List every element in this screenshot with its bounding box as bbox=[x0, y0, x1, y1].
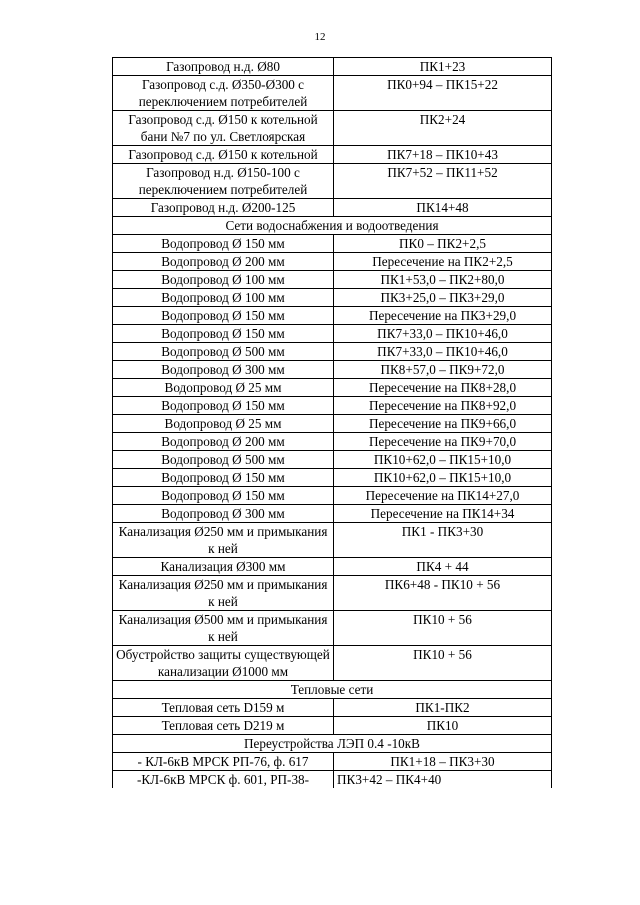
object-name-cell: Газопровод с.д. Ø150 к котельной bbox=[113, 146, 334, 164]
object-name-cell: Водопровод Ø 150 мм bbox=[113, 487, 334, 505]
section-title: Переустройства ЛЭП 0.4 -10кВ bbox=[113, 735, 552, 753]
table-row bbox=[113, 307, 552, 325]
object-name-cell: Газопровод н.д. Ø80 bbox=[113, 58, 334, 76]
page-number: 12 bbox=[314, 31, 326, 43]
objects-table-body bbox=[113, 58, 552, 789]
picket-location-cell: ПК6+48 - ПК10 + 56 bbox=[334, 576, 552, 611]
object-name-cell: Водопровод Ø 500 мм bbox=[113, 343, 334, 361]
object-name-cell: Водопровод Ø 500 мм bbox=[113, 451, 334, 469]
table-row bbox=[113, 717, 552, 735]
table-row bbox=[113, 397, 552, 415]
object-name-cell: Газопровод н.д. Ø200-125 bbox=[113, 199, 334, 217]
table-row bbox=[113, 343, 552, 361]
table-row bbox=[113, 58, 552, 76]
table-row bbox=[113, 523, 552, 558]
picket-location-cell: Пересечение на ПК3+29,0 bbox=[334, 307, 552, 325]
object-name-cell: Газопровод с.д. Ø350-Ø300 с переключением потребителей bbox=[113, 76, 334, 111]
table-row bbox=[113, 505, 552, 523]
section-title: Сети водоснабжения и водоотведения bbox=[113, 217, 552, 235]
table-row bbox=[113, 415, 552, 433]
picket-location-cell: ПК2+24 bbox=[334, 111, 552, 146]
table-row bbox=[113, 235, 552, 253]
picket-location-cell: ПК4 + 44 bbox=[334, 558, 552, 576]
table-row bbox=[113, 199, 552, 217]
picket-location-cell: ПК10+62,0 – ПК15+10,0 bbox=[334, 451, 552, 469]
picket-location-cell: ПК7+33,0 – ПК10+46,0 bbox=[334, 343, 552, 361]
object-name-cell: -КЛ-6кВ МРСК ф. 601, РП-38- bbox=[113, 771, 334, 789]
object-name-cell: Водопровод Ø 100 мм bbox=[113, 289, 334, 307]
object-name-cell: Канализация Ø250 мм и примыкания к ней bbox=[113, 576, 334, 611]
table-row bbox=[113, 76, 552, 111]
object-name-cell: Водопровод Ø 300 мм bbox=[113, 361, 334, 379]
picket-location-cell: ПК1 - ПК3+30 bbox=[334, 523, 552, 558]
object-name-cell: Газопровод н.д. Ø150-100 с переключением потребителей bbox=[113, 164, 334, 199]
picket-location-cell: ПК14+48 bbox=[334, 199, 552, 217]
picket-location-cell: Пересечение на ПК14+27,0 bbox=[334, 487, 552, 505]
picket-location-cell: ПК7+33,0 – ПК10+46,0 bbox=[334, 325, 552, 343]
table-row bbox=[113, 487, 552, 505]
table-row bbox=[113, 771, 552, 789]
picket-location-cell: ПК10 + 56 bbox=[334, 646, 552, 681]
table-row bbox=[113, 646, 552, 681]
table-row bbox=[113, 433, 552, 451]
picket-location-cell: Пересечение на ПК9+70,0 bbox=[334, 433, 552, 451]
picket-location-cell: ПК3+42 – ПК4+40 bbox=[334, 771, 552, 789]
object-name-cell: Водопровод Ø 150 мм bbox=[113, 235, 334, 253]
object-name-cell: Канализация Ø250 мм и примыкания к ней bbox=[113, 523, 334, 558]
table-row bbox=[113, 451, 552, 469]
object-name-cell: Водопровод Ø 150 мм bbox=[113, 469, 334, 487]
picket-location-cell: ПК3+25,0 – ПК3+29,0 bbox=[334, 289, 552, 307]
section-title: Тепловые сети bbox=[113, 681, 552, 699]
table-row bbox=[113, 379, 552, 397]
picket-location-cell: ПК10 + 56 bbox=[334, 611, 552, 646]
object-name-cell: Водопровод Ø 150 мм bbox=[113, 325, 334, 343]
objects-table bbox=[112, 57, 552, 788]
picket-location-cell: Пересечение на ПК2+2,5 bbox=[334, 253, 552, 271]
object-name-cell: Водопровод Ø 25 мм bbox=[113, 379, 334, 397]
object-name-cell: Тепловая сеть D159 м bbox=[113, 699, 334, 717]
object-name-cell: Водопровод Ø 150 мм bbox=[113, 307, 334, 325]
table-row bbox=[113, 271, 552, 289]
picket-location-cell: Пересечение на ПК9+66,0 bbox=[334, 415, 552, 433]
picket-location-cell: ПК7+52 – ПК11+52 bbox=[334, 164, 552, 199]
table-row bbox=[113, 699, 552, 717]
table-row bbox=[113, 611, 552, 646]
picket-location-cell: ПК10 bbox=[334, 717, 552, 735]
object-name-cell: - КЛ-6кВ МРСК РП-76, ф. 617 bbox=[113, 753, 334, 771]
picket-location-cell: ПК0 – ПК2+2,5 bbox=[334, 235, 552, 253]
object-name-cell: Водопровод Ø 200 мм bbox=[113, 253, 334, 271]
object-name-cell: Водопровод Ø 200 мм bbox=[113, 433, 334, 451]
object-name-cell: Водопровод Ø 150 мм bbox=[113, 397, 334, 415]
table-row bbox=[113, 558, 552, 576]
section-header-row bbox=[113, 735, 552, 753]
section-header-row bbox=[113, 681, 552, 699]
object-name-cell: Канализация Ø300 мм bbox=[113, 558, 334, 576]
table-row bbox=[113, 111, 552, 146]
picket-location-cell: ПК1+23 bbox=[334, 58, 552, 76]
picket-location-cell: ПК7+18 – ПК10+43 bbox=[334, 146, 552, 164]
table-row bbox=[113, 361, 552, 379]
picket-location-cell: ПК8+57,0 – ПК9+72,0 bbox=[334, 361, 552, 379]
table-row bbox=[113, 576, 552, 611]
table-row bbox=[113, 253, 552, 271]
table-row bbox=[113, 753, 552, 771]
object-name-cell: Обустройство защиты существующей канализации Ø1000 мм bbox=[113, 646, 334, 681]
picket-location-cell: ПК1+18 – ПК3+30 bbox=[334, 753, 552, 771]
object-name-cell: Тепловая сеть D219 м bbox=[113, 717, 334, 735]
table-row bbox=[113, 325, 552, 343]
picket-location-cell: Пересечение на ПК8+92,0 bbox=[334, 397, 552, 415]
picket-location-cell: ПК0+94 – ПК15+22 bbox=[334, 76, 552, 111]
section-header-row bbox=[113, 217, 552, 235]
table-row bbox=[113, 164, 552, 199]
picket-location-cell: Пересечение на ПК14+34 bbox=[334, 505, 552, 523]
object-name-cell: Водопровод Ø 25 мм bbox=[113, 415, 334, 433]
object-name-cell: Водопровод Ø 100 мм bbox=[113, 271, 334, 289]
picket-location-cell: ПК1+53,0 – ПК2+80,0 bbox=[334, 271, 552, 289]
table-row bbox=[113, 469, 552, 487]
picket-location-cell: Пересечение на ПК8+28,0 bbox=[334, 379, 552, 397]
table-row bbox=[113, 289, 552, 307]
picket-location-cell: ПК1-ПК2 bbox=[334, 699, 552, 717]
object-name-cell: Канализация Ø500 мм и примыкания к ней bbox=[113, 611, 334, 646]
object-name-cell: Водопровод Ø 300 мм bbox=[113, 505, 334, 523]
object-name-cell: Газопровод с.д. Ø150 к котельной бани №7 по ул. Светлоярская bbox=[113, 111, 334, 146]
table-row bbox=[113, 146, 552, 164]
picket-location-cell: ПК10+62,0 – ПК15+10,0 bbox=[334, 469, 552, 487]
